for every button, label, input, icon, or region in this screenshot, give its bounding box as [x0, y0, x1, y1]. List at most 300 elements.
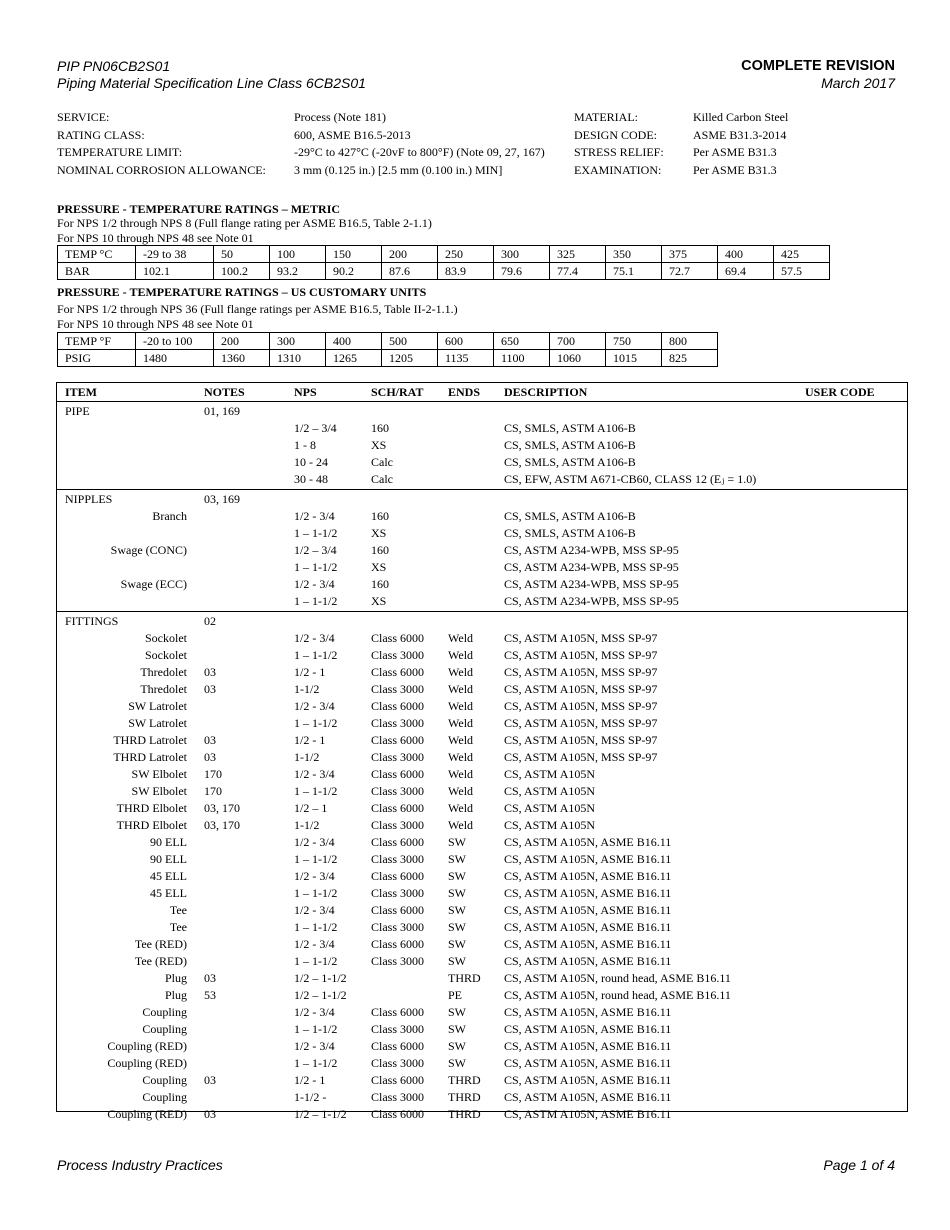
nps: 1 – 1-1/2	[294, 560, 338, 574]
info-value: 3 mm (0.125 in.) [2.5 mm (0.100 in.) MIN]	[294, 162, 503, 177]
table-row	[57, 953, 907, 970]
sch-rat: Class 6000	[371, 665, 425, 679]
rating-cell: 1100	[494, 350, 550, 367]
nps: 1 – 1-1/2	[294, 1056, 338, 1070]
item-name: SW Latrolet	[128, 699, 187, 713]
nps: 1/2 – 1-1/2	[294, 988, 347, 1002]
rating-cell: 50	[214, 246, 270, 263]
rating-cell: 102.1	[136, 263, 214, 280]
table-row	[57, 1021, 907, 1038]
description: CS, ASTM A105N, round head, ASME B16.11	[504, 988, 731, 1002]
column-header: DESCRIPTION	[504, 385, 588, 399]
item-name: Coupling	[142, 1005, 187, 1019]
table-row	[57, 783, 907, 800]
info-value: Per ASME B31.3	[693, 162, 777, 177]
description: CS, ASTM A105N, ASME B16.11	[504, 886, 672, 900]
table-row	[57, 766, 907, 783]
ends: Weld	[448, 784, 474, 798]
table-row	[57, 491, 907, 508]
item-name: THRD Elbolet	[116, 818, 187, 832]
ends: SW	[448, 869, 466, 883]
sch-rat: Calc	[371, 455, 393, 469]
table-row	[57, 403, 907, 420]
description: CS, ASTM A234-WPB, MSS SP-95	[504, 577, 679, 591]
us-ratings-table	[57, 332, 718, 367]
component-group	[57, 490, 907, 612]
notes: 03	[204, 971, 216, 985]
nps: 1/2 - 3/4	[294, 835, 335, 849]
description: CS, ASTM A105N, MSS SP-97	[504, 699, 658, 713]
info-value: Process (Note 181)	[294, 110, 386, 124]
item-name: Sockolet	[145, 648, 187, 662]
notes: 01, 169	[204, 404, 240, 418]
ends: Weld	[448, 699, 474, 713]
sch-rat: Class 3000	[371, 682, 425, 696]
nps: 1/2 - 3/4	[294, 577, 335, 591]
sch-rat: Class 6000	[371, 903, 425, 917]
description: CS, ASTM A234-WPB, MSS SP-95	[504, 594, 679, 608]
ends: SW	[448, 920, 466, 934]
rating-cell: 825	[662, 350, 718, 367]
nps: 1/2 - 1	[294, 733, 326, 747]
ends: SW	[448, 1056, 466, 1070]
ends: Weld	[448, 631, 474, 645]
nps: 1 – 1-1/2	[294, 852, 338, 866]
revision-date: March 2017	[821, 75, 895, 91]
nps: 1/2 – 3/4	[294, 421, 337, 435]
rating-row	[58, 263, 830, 280]
nps: 1-1/2	[294, 818, 320, 832]
rating-cell: 100.2	[214, 263, 270, 280]
metric-ratings-table	[57, 245, 830, 280]
rating-row-label: TEMP °F	[58, 333, 136, 350]
notes: 03	[204, 682, 216, 696]
ends: SW	[448, 886, 466, 900]
column-header: NOTES	[204, 385, 245, 399]
info-label: EXAMINATION:	[574, 162, 662, 177]
description: CS, ASTM A234-WPB, MSS SP-95	[504, 560, 679, 574]
rating-cell: 375	[662, 246, 718, 263]
item-name: Thredolet	[140, 665, 187, 679]
column-header: NPS	[294, 385, 317, 399]
item-name: 45 ELL	[150, 869, 187, 883]
rating-cell: 400	[718, 246, 774, 263]
ends: SW	[448, 1022, 466, 1036]
ends: SW	[448, 1005, 466, 1019]
info-value: -29°C to 427°C (-20vF to 800°F) (Note 09, 27, 167)	[294, 145, 545, 159]
nps: 1/2 - 3/4	[294, 1039, 335, 1053]
rating-cell: 90.2	[326, 263, 382, 280]
rating-cell: 1265	[326, 350, 382, 367]
ends: THRD	[448, 971, 481, 985]
sch-rat: Class 6000	[371, 767, 425, 781]
description: CS, ASTM A105N, ASME B16.11	[504, 1090, 672, 1104]
nps: 1/2 - 1	[294, 1073, 326, 1087]
description: CS, ASTM A105N, ASME B16.11	[504, 852, 672, 866]
sch-rat: 160	[371, 577, 389, 591]
ends: Weld	[448, 648, 474, 662]
description: CS, ASTM A105N, MSS SP-97	[504, 682, 658, 696]
description: CS, ASTM A105N, ASME B16.11	[504, 954, 672, 968]
nps: 1 - 8	[294, 438, 316, 452]
ends: Weld	[448, 767, 474, 781]
description: CS, ASTM A105N, MSS SP-97	[504, 750, 658, 764]
item-name: SW Elbolet	[131, 784, 187, 798]
notes: 03	[204, 1073, 216, 1087]
sch-rat: Class 3000	[371, 920, 425, 934]
rating-cell: 1360	[214, 350, 270, 367]
table-row	[57, 630, 907, 647]
table-row	[57, 1106, 907, 1123]
notes: 03	[204, 1107, 216, 1121]
table-row	[57, 715, 907, 732]
nps: 1/2 - 3/4	[294, 699, 335, 713]
nps: 1/2 – 1	[294, 801, 328, 815]
description: CS, ASTM A105N, ASME B16.11	[504, 937, 672, 951]
nps: 1 – 1-1/2	[294, 1022, 338, 1036]
info-value: 600, ASME B16.5-2013	[294, 127, 411, 142]
table-row	[57, 919, 907, 936]
sch-rat: XS	[371, 594, 387, 608]
doc-title: Piping Material Specification Line Class 6CB2S01	[57, 75, 366, 91]
description: CS, ASTM A105N, ASME B16.11	[504, 869, 672, 883]
info-value: Per ASME B31.3	[693, 145, 777, 159]
us-note-2: For NPS 10 through NPS 48 see Note 01	[57, 317, 254, 331]
rating-cell: 57.5	[774, 263, 830, 280]
table-row	[57, 664, 907, 681]
ends: THRD	[448, 1073, 481, 1087]
info-value: Killed Carbon Steel	[693, 110, 789, 124]
description: CS, SMLS, ASTM A106-B	[504, 526, 636, 540]
table-row	[57, 868, 907, 885]
rating-row-label: PSIG	[58, 350, 136, 367]
table-row	[57, 851, 907, 868]
component-group	[57, 402, 907, 490]
rating-cell: 1480	[136, 350, 214, 367]
ends: Weld	[448, 733, 474, 747]
ends: Weld	[448, 682, 474, 696]
ends: Weld	[448, 716, 474, 730]
sch-rat: Class 6000	[371, 1107, 425, 1121]
nps: 1/2 – 1-1/2	[294, 971, 347, 985]
table-row	[57, 698, 907, 715]
description: CS, ASTM A105N, ASME B16.11	[504, 835, 672, 849]
column-header: ENDS	[448, 385, 481, 399]
description: CS, ASTM A105N, ASME B16.11	[504, 1107, 672, 1121]
nps: 1/2 – 1-1/2	[294, 1107, 347, 1121]
sch-rat: Class 3000	[371, 648, 425, 662]
table-row	[57, 454, 907, 471]
item-name: Swage (CONC)	[110, 543, 187, 557]
nps: 1/2 - 3/4	[294, 767, 335, 781]
item-name: Tee (RED)	[134, 937, 187, 951]
nps: 1/2 - 3/4	[294, 509, 335, 523]
item-name: Thredolet	[140, 682, 187, 696]
components-table-header	[57, 383, 907, 402]
revision-label: COMPLETE REVISION	[741, 58, 895, 74]
description: CS, ASTM A105N, ASME B16.11	[504, 903, 672, 917]
rating-cell: 1205	[382, 350, 438, 367]
info-value: ASME B31.3-2014	[693, 127, 787, 142]
description: CS, ASTM A105N, ASME B16.11	[504, 920, 672, 934]
info-label: MATERIAL:	[574, 110, 638, 124]
sch-rat: Class 3000	[371, 716, 425, 730]
table-row	[57, 508, 907, 525]
rating-cell: 1015	[606, 350, 662, 367]
sch-rat: Class 3000	[371, 1022, 425, 1036]
metric-note-2: For NPS 10 through NPS 48 see Note 01	[57, 231, 254, 245]
rating-cell: 650	[494, 333, 550, 350]
table-row	[57, 1055, 907, 1072]
table-row	[57, 834, 907, 851]
ends: SW	[448, 903, 466, 917]
table-row	[57, 471, 907, 488]
description: CS, ASTM A105N	[504, 784, 596, 798]
sch-rat: Class 3000	[371, 818, 425, 832]
rating-cell: 400	[326, 333, 382, 350]
table-row	[57, 681, 907, 698]
rating-cell: 800	[662, 333, 718, 350]
table-row	[57, 613, 907, 630]
sch-rat: Class 6000	[371, 631, 425, 645]
rating-cell: 1135	[438, 350, 494, 367]
ends: SW	[448, 954, 466, 968]
description: CS, SMLS, ASTM A106-B	[504, 509, 636, 523]
info-row	[57, 128, 897, 146]
sch-rat: Class 6000	[371, 869, 425, 883]
sch-rat: XS	[371, 438, 387, 452]
item-name: Coupling	[142, 1073, 187, 1087]
info-label: RATING CLASS:	[57, 127, 145, 142]
table-row	[57, 542, 907, 559]
component-group	[57, 612, 907, 1124]
sch-rat: Class 3000	[371, 954, 425, 968]
us-note-1: For NPS 1/2 through NPS 36 (Full flange ratings per ASME B16.5, Table II-2-1.1.)	[57, 302, 458, 316]
nps: 1 – 1-1/2	[294, 716, 338, 730]
doc-id: PIP PN06CB2S01	[57, 58, 171, 74]
ends: SW	[448, 835, 466, 849]
item-name: THRD Latrolet	[113, 750, 187, 764]
nps: 1 – 1-1/2	[294, 920, 338, 934]
description: CS, ASTM A105N	[504, 801, 596, 815]
service-info-block	[57, 110, 897, 180]
notes: 03	[204, 733, 216, 747]
description: CS, EFW, ASTM A671-CB60, CLASS 12 (Eⱼ = 1.0)	[504, 472, 757, 486]
info-row	[57, 145, 897, 163]
nps: 1 – 1-1/2	[294, 648, 338, 662]
sch-rat: Class 6000	[371, 699, 425, 713]
item-name: Coupling (RED)	[107, 1056, 187, 1070]
rating-cell: 425	[774, 246, 830, 263]
table-row	[57, 647, 907, 664]
sch-rat: Class 3000	[371, 852, 425, 866]
table-row	[57, 800, 907, 817]
notes: 03, 170	[204, 801, 240, 815]
description: CS, ASTM A105N, MSS SP-97	[504, 716, 658, 730]
item-name: Tee	[169, 920, 187, 934]
description: CS, ASTM A105N	[504, 767, 596, 781]
table-row	[57, 885, 907, 902]
notes: 03, 169	[204, 492, 240, 506]
nps: 1 – 1-1/2	[294, 886, 338, 900]
rating-cell: 200	[382, 246, 438, 263]
description: CS, SMLS, ASTM A106-B	[504, 455, 636, 469]
item-name: 45 ELL	[150, 886, 187, 900]
nps: 1/2 - 3/4	[294, 869, 335, 883]
rating-cell: 87.6	[382, 263, 438, 280]
nps: 1-1/2	[294, 682, 320, 696]
nps: 1 – 1-1/2	[294, 954, 338, 968]
sch-rat: Class 6000	[371, 937, 425, 951]
notes: 170	[204, 767, 222, 781]
sch-rat: 160	[371, 421, 389, 435]
notes: 02	[204, 614, 216, 628]
ends: SW	[448, 937, 466, 951]
info-label: NOMINAL CORROSION ALLOWANCE:	[57, 162, 266, 177]
item-name: 90 ELL	[150, 835, 187, 849]
item-name: 90 ELL	[150, 852, 187, 866]
info-label: DESIGN CODE:	[574, 127, 657, 142]
rating-cell: 100	[270, 246, 326, 263]
nps: 1/2 - 3/4	[294, 1005, 335, 1019]
ends: Weld	[448, 801, 474, 815]
description: CS, SMLS, ASTM A106-B	[504, 438, 636, 452]
rating-row	[58, 333, 718, 350]
ends: Weld	[448, 665, 474, 679]
description: CS, ASTM A105N, ASME B16.11	[504, 1073, 672, 1087]
description: CS, ASTM A105N, ASME B16.11	[504, 1039, 672, 1053]
table-row	[57, 593, 907, 610]
rating-cell: 69.4	[718, 263, 774, 280]
footer-org: Process Industry Practices	[57, 1157, 223, 1173]
table-row	[57, 902, 907, 919]
sch-rat: Calc	[371, 472, 393, 486]
item-name: SW Elbolet	[131, 767, 187, 781]
table-row	[57, 420, 907, 437]
rating-cell: 1310	[270, 350, 326, 367]
sch-rat: Class 3000	[371, 886, 425, 900]
table-row	[57, 749, 907, 766]
notes: 170	[204, 784, 222, 798]
metric-note-1: For NPS 1/2 through NPS 8 (Full flange rating per ASME B16.5, Table 2-1.1)	[57, 216, 432, 230]
nps: 1/2 – 3/4	[294, 543, 337, 557]
rating-cell: 83.9	[438, 263, 494, 280]
item-name: Coupling (RED)	[107, 1107, 187, 1121]
rating-cell: 250	[438, 246, 494, 263]
notes: 53	[204, 988, 216, 1002]
sch-rat: Class 6000	[371, 1005, 425, 1019]
item-name: Tee (RED)	[134, 954, 187, 968]
sch-rat: Class 3000	[371, 1090, 425, 1104]
info-label: STRESS RELIEF:	[574, 145, 664, 159]
column-header: SCH/RAT	[371, 385, 424, 399]
table-row	[57, 576, 907, 593]
column-header: USER CODE	[805, 385, 875, 399]
rating-cell: 300	[270, 333, 326, 350]
description: CS, ASTM A105N, MSS SP-97	[504, 733, 658, 747]
item-name: Plug	[164, 971, 187, 985]
ends: Weld	[448, 750, 474, 764]
description: CS, ASTM A105N, MSS SP-97	[504, 665, 658, 679]
nps: 30 - 48	[294, 472, 328, 486]
info-label: SERVICE:	[57, 110, 110, 124]
table-row	[57, 987, 907, 1004]
description: CS, ASTM A105N, ASME B16.11	[504, 1005, 672, 1019]
rating-row	[58, 350, 718, 367]
item-name: Plug	[164, 988, 187, 1002]
item-name: THRD Elbolet	[116, 801, 187, 815]
rating-cell: 79.6	[494, 263, 550, 280]
table-row	[57, 817, 907, 834]
ends: THRD	[448, 1107, 481, 1121]
components-table	[56, 382, 908, 1121]
sch-rat: Class 6000	[371, 1039, 425, 1053]
ends: Weld	[448, 818, 474, 832]
description: CS, ASTM A105N, round head, ASME B16.11	[504, 971, 731, 985]
table-row	[57, 525, 907, 542]
description: CS, ASTM A105N, MSS SP-97	[504, 648, 658, 662]
document-header-right	[741, 58, 895, 92]
info-row	[57, 163, 897, 181]
nps: 1/2 - 3/4	[294, 937, 335, 951]
nps: 1 – 1-1/2	[294, 526, 338, 540]
document-header-left	[57, 58, 366, 92]
sch-rat: Class 6000	[371, 1073, 425, 1087]
rating-cell: -29 to 38	[136, 246, 214, 263]
rating-cell: 700	[550, 333, 606, 350]
table-row	[57, 1089, 907, 1106]
rating-cell: 300	[494, 246, 550, 263]
ends: SW	[448, 1039, 466, 1053]
rating-cell: 1060	[550, 350, 606, 367]
ends: PE	[448, 988, 463, 1002]
rating-cell: 150	[326, 246, 382, 263]
page-number: Page 1 of 4	[823, 1157, 895, 1173]
nps: 1/2 - 3/4	[294, 631, 335, 645]
item-name: Tee	[169, 903, 187, 917]
nps: 1 – 1-1/2	[294, 594, 338, 608]
notes: 03, 170	[204, 818, 240, 832]
column-header: ITEM	[65, 385, 98, 399]
item-name: Sockolet	[145, 631, 187, 645]
rating-cell: 600	[438, 333, 494, 350]
rating-row-label: BAR	[58, 263, 136, 280]
sch-rat: Class 3000	[371, 784, 425, 798]
rating-cell: 325	[550, 246, 606, 263]
rating-row	[58, 246, 830, 263]
nps: 1-1/2	[294, 750, 320, 764]
us-ratings-title: PRESSURE - TEMPERATURE RATINGS – US CUSTOMARY UNITS	[57, 285, 427, 299]
item-name: Branch	[152, 509, 187, 523]
rating-cell: 75.1	[606, 263, 662, 280]
nps: 10 - 24	[294, 455, 328, 469]
sch-rat: XS	[371, 560, 387, 574]
info-row	[57, 110, 897, 128]
description: CS, ASTM A105N, ASME B16.11	[504, 1022, 672, 1036]
description: CS, ASTM A105N, ASME B16.11	[504, 1056, 672, 1070]
item-name: NIPPLES	[65, 492, 113, 506]
ends: SW	[448, 852, 466, 866]
metric-ratings-title: PRESSURE - TEMPERATURE RATINGS – METRIC	[57, 202, 341, 216]
sch-rat: 160	[371, 509, 389, 523]
table-row	[57, 1004, 907, 1021]
rating-cell: 93.2	[270, 263, 326, 280]
nps: 1-1/2 -	[294, 1090, 327, 1104]
item-name: PIPE	[65, 404, 90, 418]
table-row	[57, 970, 907, 987]
nps: 1 – 1-1/2	[294, 784, 338, 798]
rating-cell: 350	[606, 246, 662, 263]
